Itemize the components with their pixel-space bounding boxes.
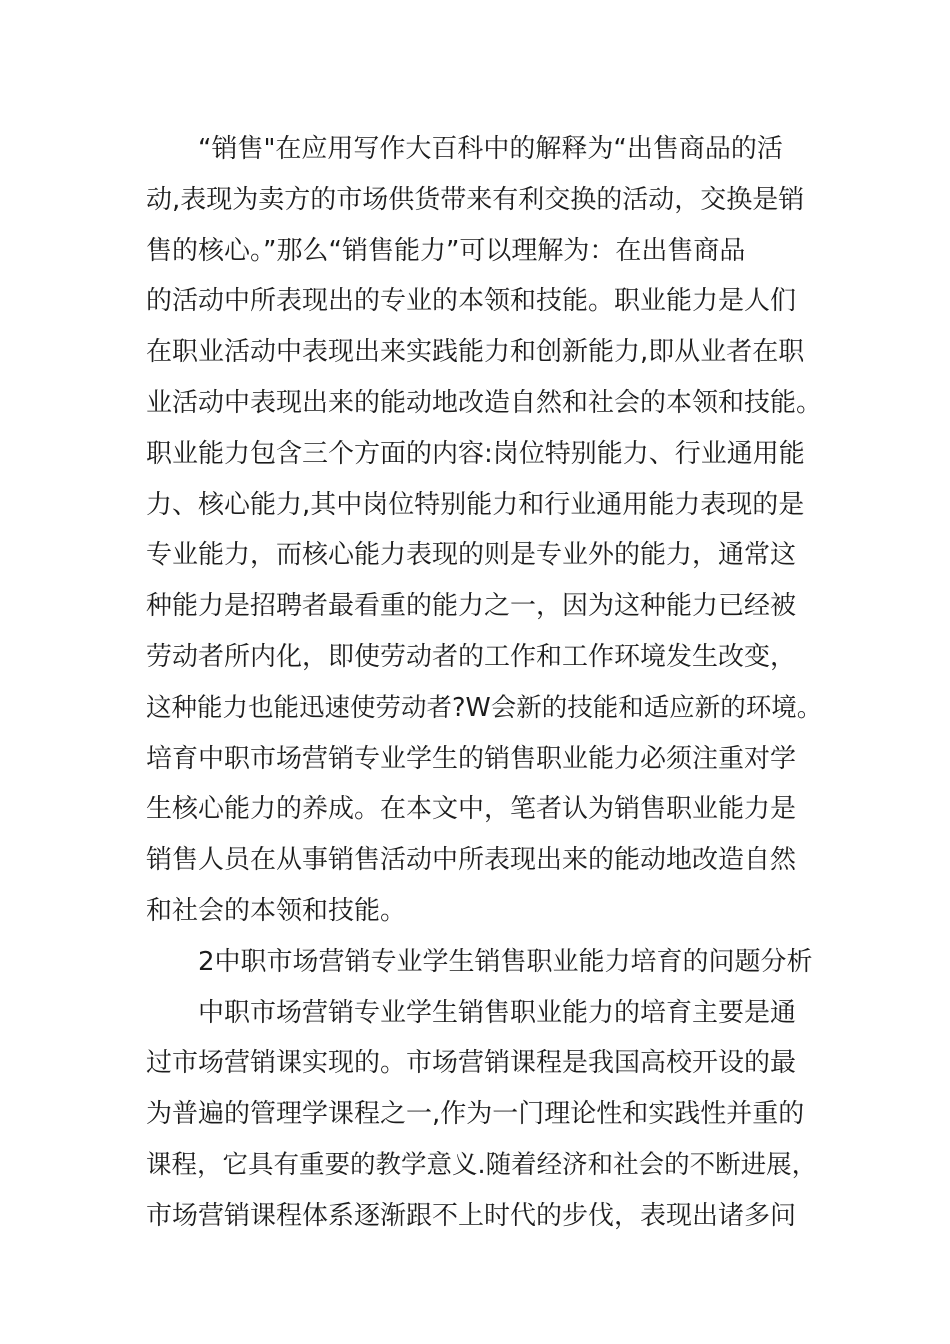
paragraph-line: 为普遍的管理学课程之一,作为一门理论性和实践性并重的 [146,1099,805,1130]
paragraph-line: 售的核心。”那么“销售能力”可以理解为：在出售商品 [146,235,746,266]
paragraph-line: 劳动者所内化，即使劳动者的工作和工作环境发生改变， [146,641,797,672]
paragraph-line: 种能力是招聘者最看重的能力之一，因为这种能力已经被 [146,591,797,622]
paragraph-line: 培育中职市场营销专业学生的销售职业能力必须注重对学 [146,743,797,774]
paragraph-line: 过市场营销课实现的。市场营销课程是我国高校开设的最 [146,1048,797,1079]
section-heading: 2中职市场营销专业学生销售职业能力培育的问题分析 [198,946,813,977]
paragraph-line: 生核心能力的养成。在本文中，笔者认为销售职业能力是 [146,794,797,825]
paragraph-line: 这种能力也能迅速使劳动者?W会新的技能和适应新的环境。 [146,692,823,723]
paragraph-line: 中职市场营销专业学生销售职业能力的培育主要是通 [198,997,797,1028]
paragraph-line: 专业能力，而核心能力表现的则是专业外的能力，通常这 [146,540,797,571]
paragraph-line: 和社会的本领和技能。 [146,895,407,926]
paragraph-line: 动,表现为卖方的市场供货带来有利交换的活动，交换是销 [146,184,805,215]
paragraph-line: 销售人员在从事销售活动中所表现出来的能动地改造自然 [146,845,797,876]
paragraph-line: 职业能力包含三个方面的内容:岗位特别能力、行业通用能 [146,438,805,469]
paragraph-line: 在职业活动中表现出来实践能力和创新能力,即从业者在职 [146,337,805,368]
paragraph-line: 课程，它具有重要的教学意义.随着经济和社会的不断进展， [146,1149,818,1180]
paragraph-line: 力、核心能力,其中岗位特别能力和行业通用能力表现的是 [146,489,805,520]
paragraph-line: 业活动中表现出来的能动地改造自然和社会的本领和技能。 [146,387,823,418]
paragraph-line: 的活动中所表现出的专业的本领和技能。职业能力是人们 [146,286,797,317]
paragraph-line: 市场营销课程体系逐渐跟不上时代的步伐，表现出诸多问 [146,1200,797,1231]
body-text [146,124,826,1242]
paragraph-line: “销售"在应用写作大百科中的解释为“出售商品的活 [198,134,783,164]
